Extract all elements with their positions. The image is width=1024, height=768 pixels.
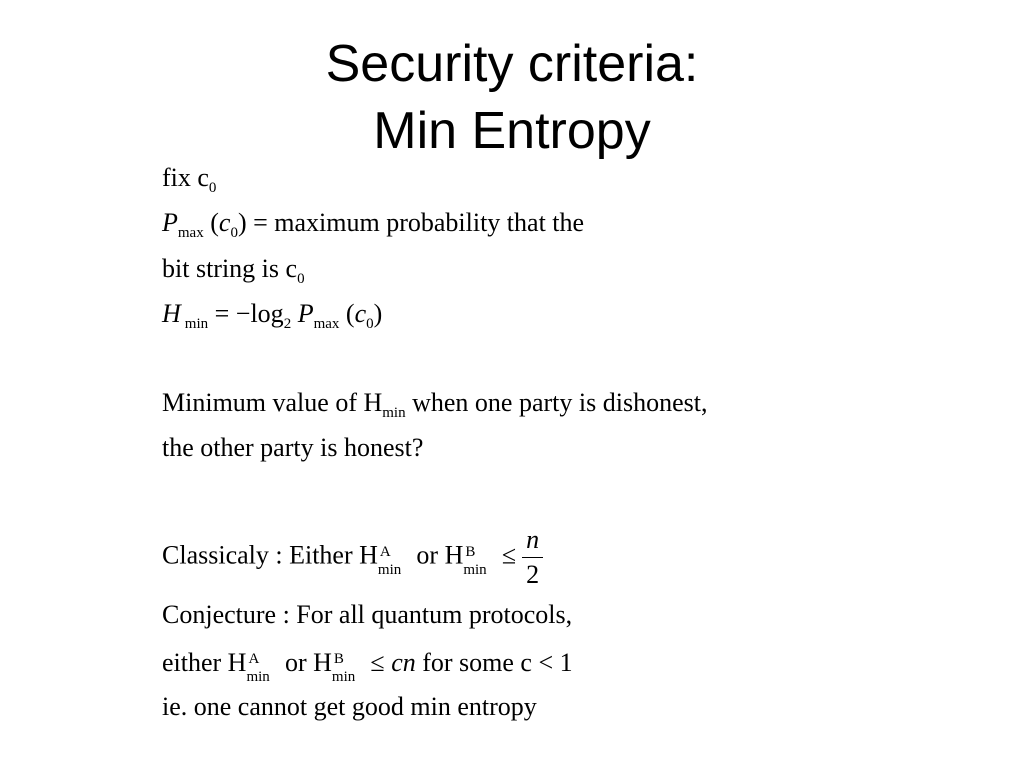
other-party-line <box>162 433 423 463</box>
c0-subscript: 0 <box>366 316 374 332</box>
pmax-definition-text: = maximum probability that the <box>246 208 585 237</box>
close-paren: ) <box>237 208 247 237</box>
min-subscript: min <box>377 561 402 578</box>
b-superscript: B <box>333 651 344 668</box>
pmax-definition-line <box>162 208 584 248</box>
open-paren: ( <box>345 299 355 328</box>
bit-string-line <box>162 254 305 294</box>
quantum-bound-line <box>162 648 573 686</box>
c0-subscript: 0 <box>297 271 305 287</box>
hmin-b-scripts <box>463 543 495 578</box>
other-party-text: the other party is honest? <box>162 433 424 462</box>
classical-bound-line <box>162 525 543 590</box>
for-some-c-text: for some c < 1 <box>415 648 573 677</box>
max-subscript: max <box>177 225 204 241</box>
min-subscript: min <box>331 669 356 686</box>
fraction-denominator: 2 <box>526 560 540 589</box>
p-symbol: P <box>162 208 178 237</box>
conjecture-line <box>162 600 572 630</box>
hmin-a-scripts <box>246 650 278 686</box>
hmin-b-scripts <box>331 650 364 686</box>
classicaly-text: Classicaly : Either H <box>162 540 378 570</box>
or-h-text: or H <box>409 540 464 570</box>
min-subscript: min <box>246 669 270 686</box>
leq-symbol: ≤ <box>495 540 517 570</box>
c-symbol: c <box>354 299 367 328</box>
n-over-2-fraction <box>522 525 543 590</box>
dishonest-text: when one party is dishonest, <box>405 388 708 417</box>
slide-title-line-1: Security criteria: <box>325 35 699 93</box>
a-superscript: A <box>248 651 260 668</box>
ie-conclusion-text: ie. one cannot get good min entropy <box>162 692 537 721</box>
close-paren: ) <box>373 299 383 328</box>
fraction-numerator: n <box>522 525 543 558</box>
bit-string-text: bit string is c <box>162 254 298 283</box>
fix-c0-line <box>162 163 216 203</box>
c0-subscript: 0 <box>230 225 238 241</box>
either-h-text: either H <box>162 648 247 677</box>
open-paren: ( <box>210 208 219 237</box>
conjecture-text: Conjecture : For all quantum protocols, <box>162 600 573 629</box>
b-superscript: B <box>465 543 476 560</box>
min-subscript: min <box>184 316 209 332</box>
c0-subscript: 0 <box>208 180 217 196</box>
cn-symbol: cn <box>391 648 416 677</box>
p-symbol: P <box>297 299 314 328</box>
a-superscript: A <box>379 543 391 560</box>
max-subscript: max <box>313 316 340 332</box>
min-subscript: min <box>382 405 406 421</box>
leq-symbol: ≤ <box>363 648 392 677</box>
hmin-definition-line <box>162 299 382 339</box>
hmin-a-scripts <box>377 543 410 578</box>
slide-title-line-2: Min Entropy <box>373 102 651 160</box>
ie-conclusion-line <box>162 692 537 722</box>
min-value-text: Minimum value of H <box>162 388 383 417</box>
log-base-subscript: 2 <box>283 316 292 332</box>
fix-c-text: fix c <box>162 163 209 192</box>
c-symbol: c <box>218 208 231 237</box>
min-value-question-line <box>162 388 707 428</box>
neg-log-text: = −log <box>214 299 284 328</box>
h-symbol: H <box>162 299 181 328</box>
min-subscript: min <box>463 561 487 578</box>
or-h-text: or H <box>278 648 332 677</box>
